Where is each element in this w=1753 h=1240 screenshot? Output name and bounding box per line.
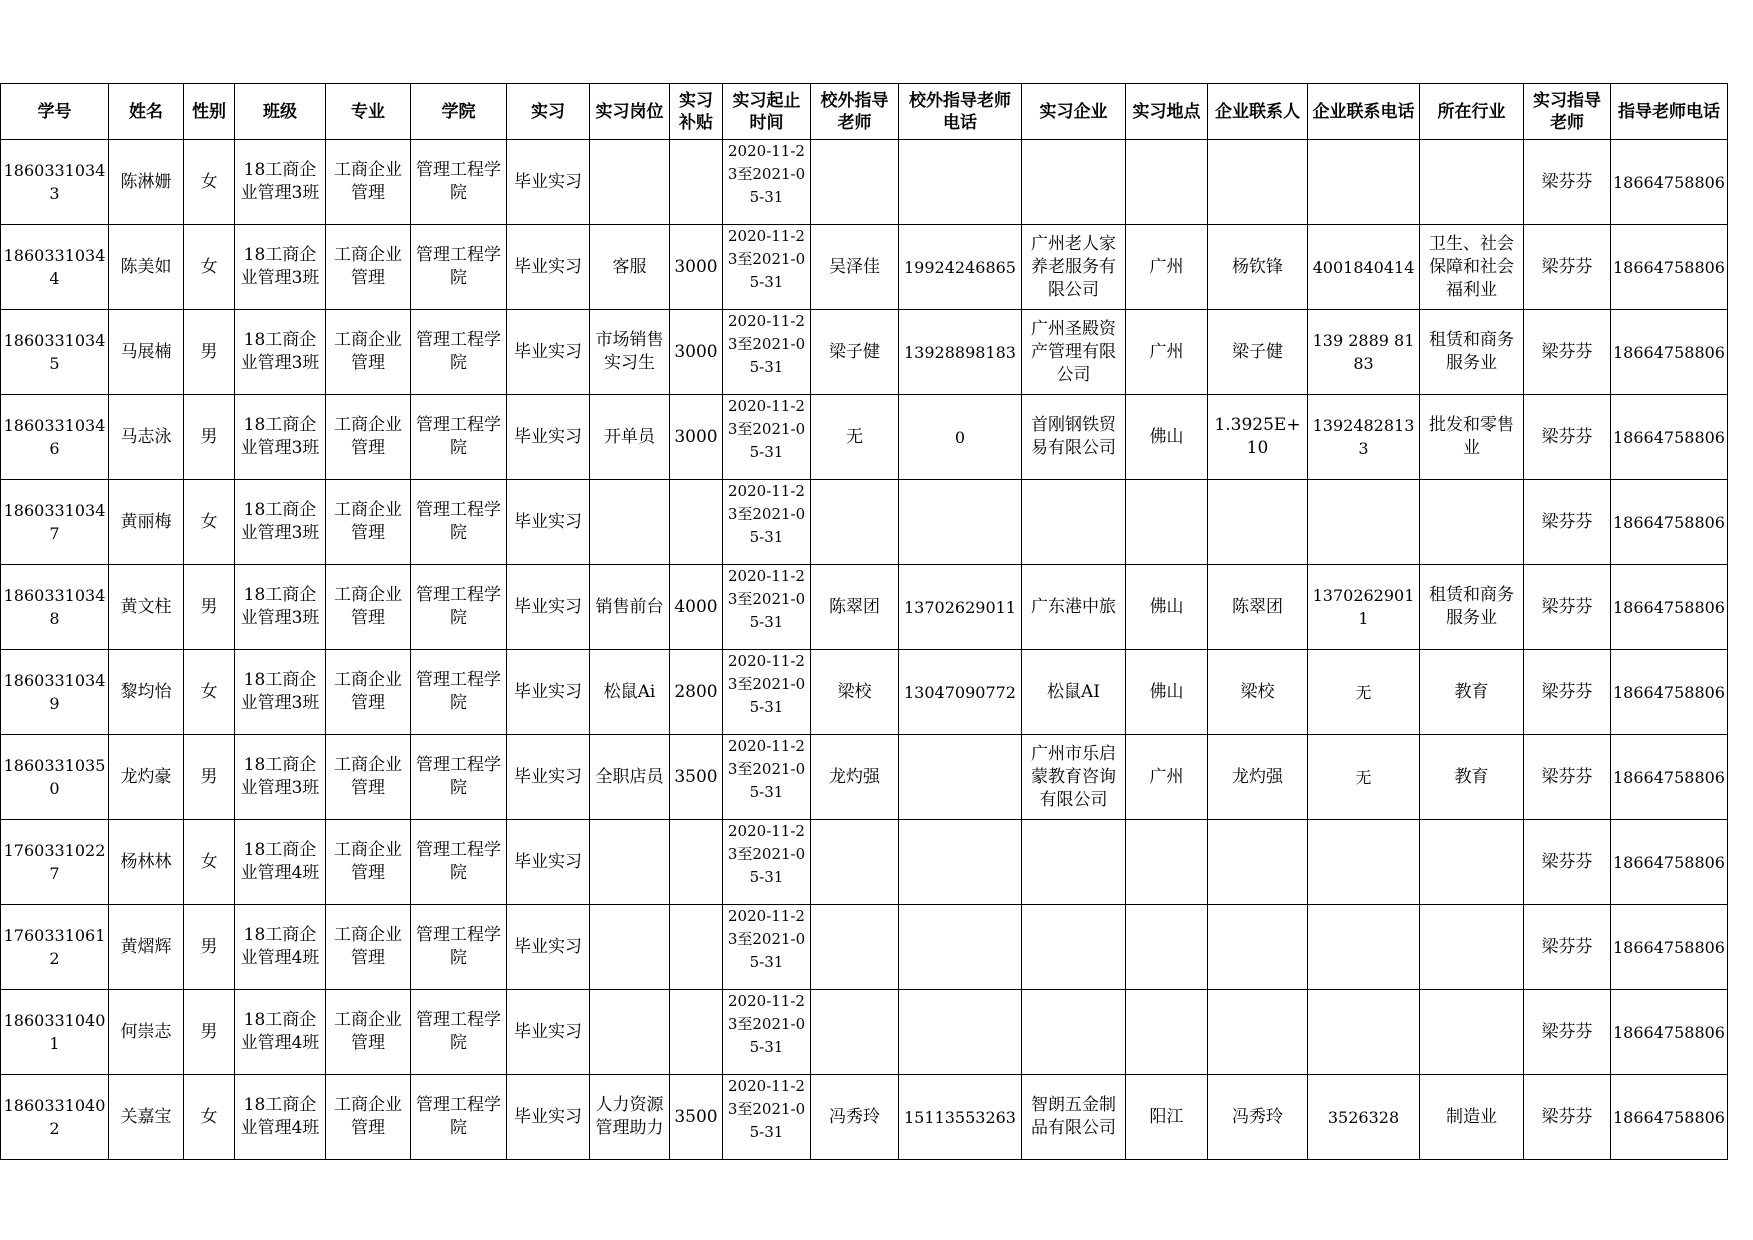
cell-external-advisor-phone: 15113553263 <box>899 1075 1022 1160</box>
cell-internship-location: 阳江 <box>1126 1075 1208 1160</box>
cell-class: 18工商企业管理4班 <box>235 820 326 905</box>
cell-gender: 女 <box>184 820 235 905</box>
cell-external-advisor <box>811 140 899 225</box>
cell-internship-company <box>1022 140 1126 225</box>
cell-internship-period <box>723 480 811 565</box>
cell-company-contact <box>1208 480 1308 565</box>
cell-company-contact-phone <box>1308 140 1420 225</box>
table-row <box>1 395 1728 480</box>
cell-industry <box>1420 820 1524 905</box>
cell-internship-period <box>723 905 811 990</box>
cell-internship-company: 智朗五金制品有限公司 <box>1022 1075 1126 1160</box>
cell-gender: 男 <box>184 905 235 990</box>
cell-company-contact <box>1208 905 1308 990</box>
cell-company-contact <box>1208 140 1308 225</box>
cell-internship-company <box>1022 905 1126 990</box>
cell-external-advisor-phone <box>899 735 1022 820</box>
cell-company-contact-phone <box>1308 480 1420 565</box>
cell-internship-subsidy: 3000 <box>670 225 723 310</box>
cell-name: 黎均怡 <box>109 650 184 735</box>
column-header-advisor-phone: 指导老师电话 <box>1611 84 1728 140</box>
cell-company-contact-phone: 无 <box>1308 650 1420 735</box>
cell-class: 18工商企业管理3班 <box>235 565 326 650</box>
cell-class: 18工商企业管理4班 <box>235 990 326 1075</box>
cell-student-id: 17603310612 <box>1 905 109 990</box>
table-row <box>1 310 1728 395</box>
cell-advisor-phone: 18664758806 <box>1611 480 1728 565</box>
cell-student-id: 18603310344 <box>1 225 109 310</box>
cell-gender: 男 <box>184 990 235 1075</box>
cell-internship-period <box>723 310 811 395</box>
cell-industry: 租赁和商务服务业 <box>1420 310 1524 395</box>
cell-external-advisor-phone: 13047090772 <box>899 650 1022 735</box>
cell-advisor-phone: 18664758806 <box>1611 395 1728 480</box>
cell-company-contact: 陈翠团 <box>1208 565 1308 650</box>
cell-advisor-phone: 18664758806 <box>1611 140 1728 225</box>
cell-college: 管理工程学院 <box>411 140 507 225</box>
cell-gender: 男 <box>184 735 235 820</box>
cell-internship-advisor: 梁芬芬 <box>1524 820 1611 905</box>
cell-major: 工商企业管理 <box>326 310 411 395</box>
cell-industry: 批发和零售业 <box>1420 395 1524 480</box>
cell-internship-position <box>590 905 670 990</box>
cell-class: 18工商企业管理3班 <box>235 650 326 735</box>
table-row <box>1 905 1728 990</box>
cell-internship-position: 开单员 <box>590 395 670 480</box>
cell-internship-advisor: 梁芬芬 <box>1524 565 1611 650</box>
cell-student-id: 17603310227 <box>1 820 109 905</box>
cell-internship-position <box>590 140 670 225</box>
column-header-gender: 性别 <box>184 84 235 140</box>
cell-internship-location: 广州 <box>1126 225 1208 310</box>
cell-student-id: 18603310401 <box>1 990 109 1075</box>
cell-company-contact: 龙灼强 <box>1208 735 1308 820</box>
cell-internship-period <box>723 990 811 1075</box>
cell-external-advisor-phone <box>899 820 1022 905</box>
cell-company-contact-phone: 139 2889 8183 <box>1308 310 1420 395</box>
cell-company-contact-phone: 13702629011 <box>1308 565 1420 650</box>
cell-internship-position: 销售前台 <box>590 565 670 650</box>
cell-internship-position: 市场销售实习生 <box>590 310 670 395</box>
cell-college: 管理工程学院 <box>411 225 507 310</box>
cell-internship-position: 人力资源管理助力 <box>590 1075 670 1160</box>
cell-student-id: 18603310343 <box>1 140 109 225</box>
cell-major: 工商企业管理 <box>326 820 411 905</box>
cell-internship-period <box>723 395 811 480</box>
cell-internship-subsidy: 3000 <box>670 395 723 480</box>
cell-company-contact-phone <box>1308 820 1420 905</box>
cell-internship-company: 首刚钢铁贸易有限公司 <box>1022 395 1126 480</box>
cell-advisor-phone: 18664758806 <box>1611 650 1728 735</box>
cell-internship-type: 毕业实习 <box>507 480 590 565</box>
cell-external-advisor-phone <box>899 140 1022 225</box>
cell-internship-subsidy: 3500 <box>670 1075 723 1160</box>
cell-college: 管理工程学院 <box>411 905 507 990</box>
cell-external-advisor-phone <box>899 480 1022 565</box>
cell-external-advisor <box>811 820 899 905</box>
cell-internship-location: 佛山 <box>1126 565 1208 650</box>
cell-industry: 租赁和商务服务业 <box>1420 565 1524 650</box>
table-row <box>1 990 1728 1075</box>
internship-table <box>0 83 1728 1160</box>
cell-internship-company <box>1022 480 1126 565</box>
cell-internship-location <box>1126 140 1208 225</box>
column-header-internship-subsidy: 实习补贴 <box>670 84 723 140</box>
cell-company-contact-phone <box>1308 990 1420 1075</box>
cell-internship-company: 广东港中旅 <box>1022 565 1126 650</box>
cell-internship-location: 佛山 <box>1126 395 1208 480</box>
cell-name: 黄熠辉 <box>109 905 184 990</box>
cell-industry: 教育 <box>1420 650 1524 735</box>
cell-advisor-phone: 18664758806 <box>1611 565 1728 650</box>
cell-internship-position <box>590 480 670 565</box>
cell-external-advisor-phone: 19924246865 <box>899 225 1022 310</box>
column-header-internship-location: 实习地点 <box>1126 84 1208 140</box>
cell-company-contact <box>1208 990 1308 1075</box>
cell-company-contact: 1.3925E+10 <box>1208 395 1308 480</box>
cell-internship-subsidy <box>670 480 723 565</box>
cell-internship-company: 松鼠AI <box>1022 650 1126 735</box>
cell-name: 何崇志 <box>109 990 184 1075</box>
cell-internship-type: 毕业实习 <box>507 735 590 820</box>
period-text: 2020-11-23至2021-05-31 <box>727 652 806 716</box>
cell-internship-advisor: 梁芬芬 <box>1524 395 1611 480</box>
cell-name: 马展楠 <box>109 310 184 395</box>
cell-internship-type: 毕业实习 <box>507 395 590 480</box>
cell-college: 管理工程学院 <box>411 735 507 820</box>
cell-internship-advisor: 梁芬芬 <box>1524 735 1611 820</box>
cell-internship-type: 毕业实习 <box>507 1075 590 1160</box>
cell-class: 18工商企业管理3班 <box>235 480 326 565</box>
cell-internship-subsidy <box>670 140 723 225</box>
cell-name: 黄丽梅 <box>109 480 184 565</box>
table-row <box>1 1075 1728 1160</box>
period-text: 2020-11-23至2021-05-31 <box>727 567 806 631</box>
cell-external-advisor: 无 <box>811 395 899 480</box>
cell-student-id: 18603310350 <box>1 735 109 820</box>
cell-class: 18工商企业管理4班 <box>235 905 326 990</box>
cell-name: 龙灼豪 <box>109 735 184 820</box>
cell-internship-company: 广州圣殿资产管理有限公司 <box>1022 310 1126 395</box>
header-row <box>1 84 1728 140</box>
cell-advisor-phone: 18664758806 <box>1611 310 1728 395</box>
cell-student-id: 18603310347 <box>1 480 109 565</box>
cell-gender: 女 <box>184 140 235 225</box>
cell-internship-advisor: 梁芬芬 <box>1524 310 1611 395</box>
cell-company-contact: 冯秀玲 <box>1208 1075 1308 1160</box>
cell-major: 工商企业管理 <box>326 735 411 820</box>
cell-external-advisor <box>811 905 899 990</box>
cell-major: 工商企业管理 <box>326 140 411 225</box>
cell-internship-subsidy <box>670 905 723 990</box>
column-header-major: 专业 <box>326 84 411 140</box>
cell-external-advisor <box>811 990 899 1075</box>
column-header-class: 班级 <box>235 84 326 140</box>
cell-company-contact: 杨钦锋 <box>1208 225 1308 310</box>
cell-internship-advisor: 梁芬芬 <box>1524 225 1611 310</box>
cell-company-contact-phone <box>1308 905 1420 990</box>
cell-college: 管理工程学院 <box>411 650 507 735</box>
cell-class: 18工商企业管理3班 <box>235 225 326 310</box>
cell-company-contact-phone: 13924828133 <box>1308 395 1420 480</box>
table-row <box>1 140 1728 225</box>
cell-internship-period <box>723 565 811 650</box>
cell-industry: 制造业 <box>1420 1075 1524 1160</box>
cell-internship-location <box>1126 480 1208 565</box>
cell-class: 18工商企业管理3班 <box>235 735 326 820</box>
cell-internship-period <box>723 735 811 820</box>
cell-gender: 女 <box>184 480 235 565</box>
cell-name: 马志泳 <box>109 395 184 480</box>
cell-internship-advisor: 梁芬芬 <box>1524 1075 1611 1160</box>
cell-name: 陈淋姗 <box>109 140 184 225</box>
cell-internship-advisor: 梁芬芬 <box>1524 480 1611 565</box>
cell-industry <box>1420 140 1524 225</box>
cell-class: 18工商企业管理4班 <box>235 1075 326 1160</box>
column-header-external-advisor: 校外指导老师 <box>811 84 899 140</box>
cell-major: 工商企业管理 <box>326 650 411 735</box>
cell-internship-period <box>723 140 811 225</box>
cell-internship-subsidy: 4000 <box>670 565 723 650</box>
column-header-external-advisor-phone: 校外指导老师电话 <box>899 84 1022 140</box>
cell-gender: 女 <box>184 650 235 735</box>
column-header-company-contact: 企业联系人 <box>1208 84 1308 140</box>
cell-class: 18工商企业管理3班 <box>235 395 326 480</box>
period-text: 2020-11-23至2021-05-31 <box>727 737 806 801</box>
cell-internship-period <box>723 1075 811 1160</box>
cell-internship-subsidy <box>670 990 723 1075</box>
cell-class: 18工商企业管理3班 <box>235 310 326 395</box>
cell-external-advisor: 冯秀玲 <box>811 1075 899 1160</box>
cell-external-advisor-phone <box>899 905 1022 990</box>
cell-company-contact <box>1208 820 1308 905</box>
cell-college: 管理工程学院 <box>411 1075 507 1160</box>
column-header-name: 姓名 <box>109 84 184 140</box>
table-row <box>1 735 1728 820</box>
cell-industry: 教育 <box>1420 735 1524 820</box>
column-header-company-contact-phone: 企业联系电话 <box>1308 84 1420 140</box>
period-text: 2020-11-23至2021-05-31 <box>727 1077 806 1141</box>
cell-college: 管理工程学院 <box>411 310 507 395</box>
cell-major: 工商企业管理 <box>326 1075 411 1160</box>
cell-company-contact: 梁子健 <box>1208 310 1308 395</box>
cell-company-contact-phone: 无 <box>1308 735 1420 820</box>
cell-internship-company: 广州市乐启蒙教育咨询有限公司 <box>1022 735 1126 820</box>
cell-gender: 男 <box>184 310 235 395</box>
cell-external-advisor-phone: 0 <box>899 395 1022 480</box>
table-row <box>1 650 1728 735</box>
cell-internship-type: 毕业实习 <box>507 990 590 1075</box>
cell-internship-position <box>590 990 670 1075</box>
cell-gender: 女 <box>184 1075 235 1160</box>
cell-internship-type: 毕业实习 <box>507 225 590 310</box>
cell-internship-location <box>1126 820 1208 905</box>
cell-internship-subsidy <box>670 820 723 905</box>
table-row <box>1 225 1728 310</box>
cell-student-id: 18603310346 <box>1 395 109 480</box>
cell-internship-subsidy: 3500 <box>670 735 723 820</box>
cell-student-id: 18603310348 <box>1 565 109 650</box>
period-text: 2020-11-23至2021-05-31 <box>727 227 806 291</box>
column-header-internship-period: 实习起止时间 <box>723 84 811 140</box>
cell-external-advisor-phone <box>899 990 1022 1075</box>
cell-external-advisor: 龙灼强 <box>811 735 899 820</box>
cell-name: 陈美如 <box>109 225 184 310</box>
cell-internship-type: 毕业实习 <box>507 565 590 650</box>
cell-major: 工商企业管理 <box>326 225 411 310</box>
cell-external-advisor-phone: 13702629011 <box>899 565 1022 650</box>
cell-internship-advisor: 梁芬芬 <box>1524 140 1611 225</box>
cell-student-id: 18603310345 <box>1 310 109 395</box>
period-text: 2020-11-23至2021-05-31 <box>727 312 806 376</box>
cell-college: 管理工程学院 <box>411 480 507 565</box>
cell-external-advisor: 吴泽佳 <box>811 225 899 310</box>
cell-name: 杨林林 <box>109 820 184 905</box>
cell-internship-type: 毕业实习 <box>507 650 590 735</box>
cell-internship-location: 广州 <box>1126 310 1208 395</box>
cell-advisor-phone: 18664758806 <box>1611 905 1728 990</box>
cell-major: 工商企业管理 <box>326 990 411 1075</box>
cell-internship-subsidy: 3000 <box>670 310 723 395</box>
cell-internship-location <box>1126 990 1208 1075</box>
table-row <box>1 565 1728 650</box>
cell-major: 工商企业管理 <box>326 565 411 650</box>
cell-internship-subsidy: 2800 <box>670 650 723 735</box>
period-text: 2020-11-23至2021-05-31 <box>727 397 806 461</box>
cell-advisor-phone: 18664758806 <box>1611 990 1728 1075</box>
column-header-internship-advisor: 实习指导老师 <box>1524 84 1611 140</box>
cell-company-contact-phone: 4001840414 <box>1308 225 1420 310</box>
cell-external-advisor <box>811 480 899 565</box>
cell-internship-location: 佛山 <box>1126 650 1208 735</box>
cell-gender: 男 <box>184 395 235 480</box>
cell-gender: 女 <box>184 225 235 310</box>
cell-internship-type: 毕业实习 <box>507 820 590 905</box>
cell-class: 18工商企业管理3班 <box>235 140 326 225</box>
cell-internship-type: 毕业实习 <box>507 905 590 990</box>
cell-external-advisor-phone: 13928898183 <box>899 310 1022 395</box>
cell-major: 工商企业管理 <box>326 480 411 565</box>
column-header-internship-position: 实习岗位 <box>590 84 670 140</box>
cell-college: 管理工程学院 <box>411 565 507 650</box>
cell-internship-location: 广州 <box>1126 735 1208 820</box>
cell-company-contact: 梁校 <box>1208 650 1308 735</box>
cell-external-advisor: 梁校 <box>811 650 899 735</box>
period-text: 2020-11-23至2021-05-31 <box>727 992 806 1056</box>
cell-college: 管理工程学院 <box>411 395 507 480</box>
table-row <box>1 480 1728 565</box>
cell-advisor-phone: 18664758806 <box>1611 225 1728 310</box>
period-text: 2020-11-23至2021-05-31 <box>727 482 806 546</box>
cell-external-advisor: 陈翠团 <box>811 565 899 650</box>
cell-college: 管理工程学院 <box>411 990 507 1075</box>
cell-name: 关嘉宝 <box>109 1075 184 1160</box>
cell-internship-period <box>723 820 811 905</box>
cell-industry <box>1420 480 1524 565</box>
cell-college: 管理工程学院 <box>411 820 507 905</box>
cell-advisor-phone: 18664758806 <box>1611 1075 1728 1160</box>
cell-gender: 男 <box>184 565 235 650</box>
column-header-industry: 所在行业 <box>1420 84 1524 140</box>
cell-internship-advisor: 梁芬芬 <box>1524 990 1611 1075</box>
cell-industry <box>1420 905 1524 990</box>
cell-internship-position: 全职店员 <box>590 735 670 820</box>
column-header-internship-type: 实习 <box>507 84 590 140</box>
cell-industry <box>1420 990 1524 1075</box>
cell-internship-period <box>723 225 811 310</box>
cell-internship-company <box>1022 990 1126 1075</box>
cell-internship-type: 毕业实习 <box>507 310 590 395</box>
cell-internship-position <box>590 820 670 905</box>
cell-internship-period <box>723 650 811 735</box>
period-text: 2020-11-23至2021-05-31 <box>727 142 806 206</box>
period-text: 2020-11-23至2021-05-31 <box>727 822 806 886</box>
cell-advisor-phone: 18664758806 <box>1611 820 1728 905</box>
cell-name: 黄文柱 <box>109 565 184 650</box>
cell-internship-advisor: 梁芬芬 <box>1524 905 1611 990</box>
cell-advisor-phone: 18664758806 <box>1611 735 1728 820</box>
cell-internship-company: 广州老人家养老服务有限公司 <box>1022 225 1126 310</box>
cell-internship-position: 客服 <box>590 225 670 310</box>
cell-internship-position: 松鼠Ai <box>590 650 670 735</box>
period-text: 2020-11-23至2021-05-31 <box>727 907 806 971</box>
cell-internship-advisor: 梁芬芬 <box>1524 650 1611 735</box>
cell-major: 工商企业管理 <box>326 395 411 480</box>
cell-major: 工商企业管理 <box>326 905 411 990</box>
cell-student-id: 18603310402 <box>1 1075 109 1160</box>
cell-internship-company <box>1022 820 1126 905</box>
table-row <box>1 820 1728 905</box>
cell-external-advisor: 梁子健 <box>811 310 899 395</box>
cell-internship-location <box>1126 905 1208 990</box>
cell-internship-type: 毕业实习 <box>507 140 590 225</box>
cell-company-contact-phone: 3526328 <box>1308 1075 1420 1160</box>
column-header-internship-company: 实习企业 <box>1022 84 1126 140</box>
cell-student-id: 18603310349 <box>1 650 109 735</box>
column-header-student-id: 学号 <box>1 84 109 140</box>
column-header-college: 学院 <box>411 84 507 140</box>
cell-industry: 卫生、社会保障和社会福利业 <box>1420 225 1524 310</box>
